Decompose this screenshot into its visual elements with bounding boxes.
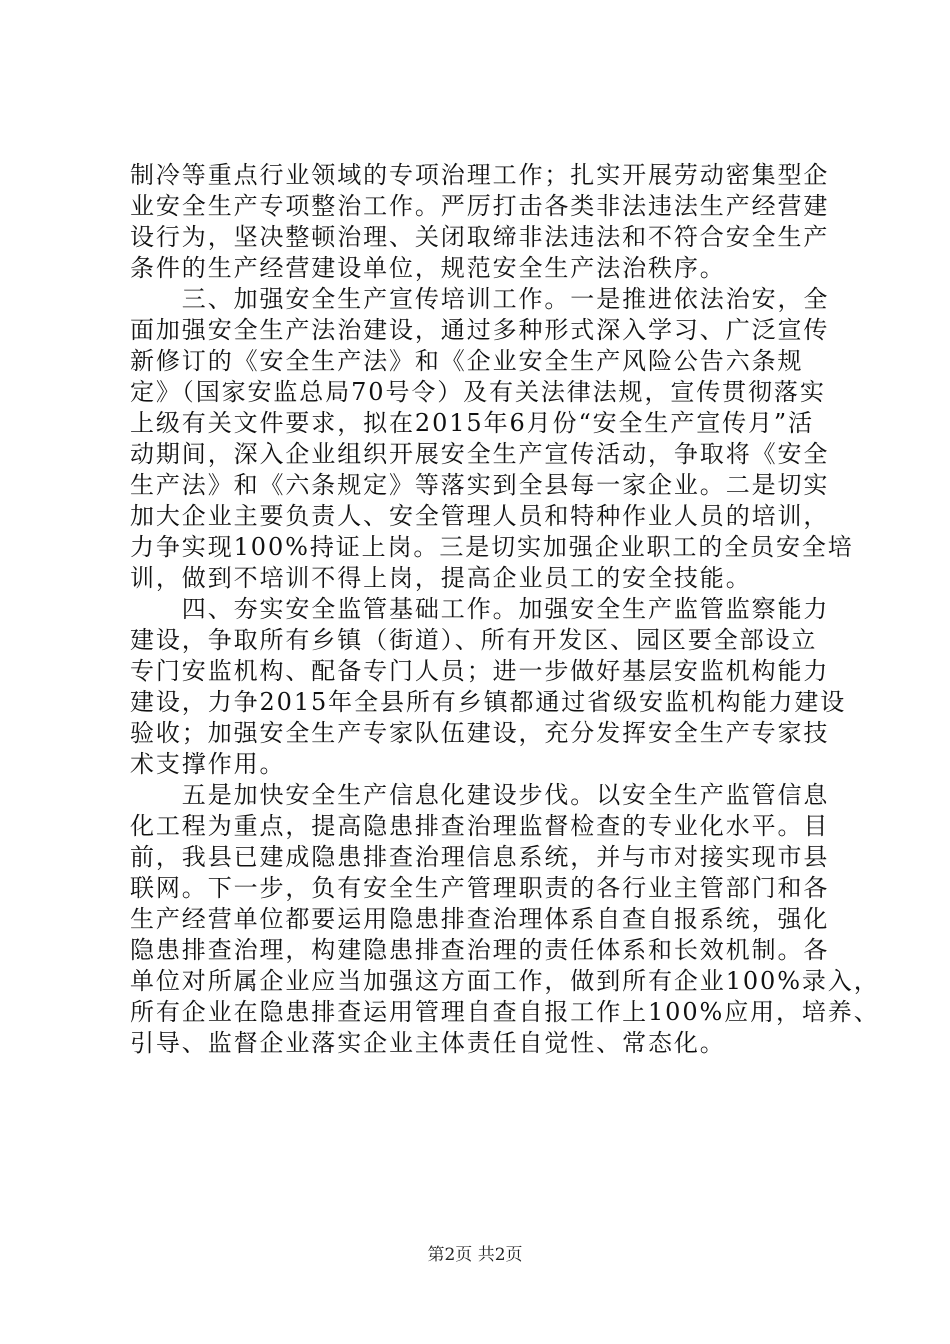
text-line: 三、加强安全生产宣传培训工作。一是推进依法治安，全 (130, 285, 830, 313)
text-line: 前，我县已建成隐患排查治理信息系统，并与市对接实现市县 (130, 843, 830, 871)
text-line: 面加强安全生产法治建设，通过多种形式深入学习、广泛宣传 (130, 316, 830, 344)
text-line: 建设，力争2015年全县所有乡镇都通过省级安监机构能力建设 (130, 688, 847, 716)
text-line: 动期间，深入企业组织开展安全生产宣传活动，争取将《安全 (130, 440, 830, 468)
text-line: 生产法》和《六条规定》等落实到全县每一家企业。二是切实 (130, 471, 830, 499)
text-line: 术支撑作用。 (130, 750, 286, 778)
text-line: 业安全生产专项整治工作。严厉打击各类非法违法生产经营建 (130, 192, 830, 220)
text-line: 验收；加强安全生产专家队伍建设，充分发挥安全生产专家技 (130, 719, 830, 747)
document-body (130, 160, 880, 1059)
text-line: 五是加快安全生产信息化建设步伐。以安全生产监管信息 (130, 781, 830, 809)
text-line: 联网。下一步，负有安全生产管理职责的各行业主管部门和各 (130, 874, 830, 902)
text-line: 制冷等重点行业领域的专项治理工作；扎实开展劳动密集型企 (130, 161, 830, 189)
text-line: 引导、监督企业落实企业主体责任自觉性、常态化。 (130, 1029, 726, 1057)
text-line: 设行为，坚决整顿治理、关闭取缔非法违法和不符合安全生产 (130, 223, 830, 251)
text-line: 所有企业在隐患排查运用管理自查自报工作上100%应用，培养、 (130, 998, 880, 1026)
text-line: 力争实现100%持证上岗。三是切实加强企业职工的全员安全培 (130, 533, 854, 561)
text-line: 训，做到不培训不得上岗，提高企业员工的安全技能。 (130, 564, 752, 592)
text-line: 定》（国家安监总局70号令）及有关法律法规，宣传贯彻落实 (130, 378, 826, 406)
text-line: 化工程为重点，提高隐患排查治理监督检查的专业化水平。目 (130, 812, 830, 840)
text-line: 新修订的《安全生产法》和《企业安全生产风险公告六条规 (130, 347, 804, 375)
text-line: 条件的生产经营建设单位，规范安全生产法治秩序。 (130, 254, 726, 282)
text-line: 隐患排查治理，构建隐患排查治理的责任体系和长效机制。各 (130, 936, 830, 964)
text-line: 加大企业主要负责人、安全管理人员和特种作业人员的培训， (130, 502, 830, 530)
text-line: 单位对所属企业应当加强这方面工作，做到所有企业100%录入， (130, 967, 880, 995)
text-line: 专门安监机构、配备专门人员；进一步做好基层安监机构能力 (130, 657, 830, 685)
text-line: 生产经营单位都要运用隐患排查治理体系自查自报系统，强化 (130, 905, 830, 933)
page-footer: 第2页 共2页 (427, 1245, 523, 1265)
text-line: 四、夯实安全监管基础工作。加强安全生产监管监察能力 (130, 595, 830, 623)
text-line: 建设，争取所有乡镇（街道）、所有开发区、园区要全部设立 (130, 626, 818, 654)
text-line: 上级有关文件要求，拟在2015年6月份“安全生产宣传月”活 (130, 409, 814, 437)
